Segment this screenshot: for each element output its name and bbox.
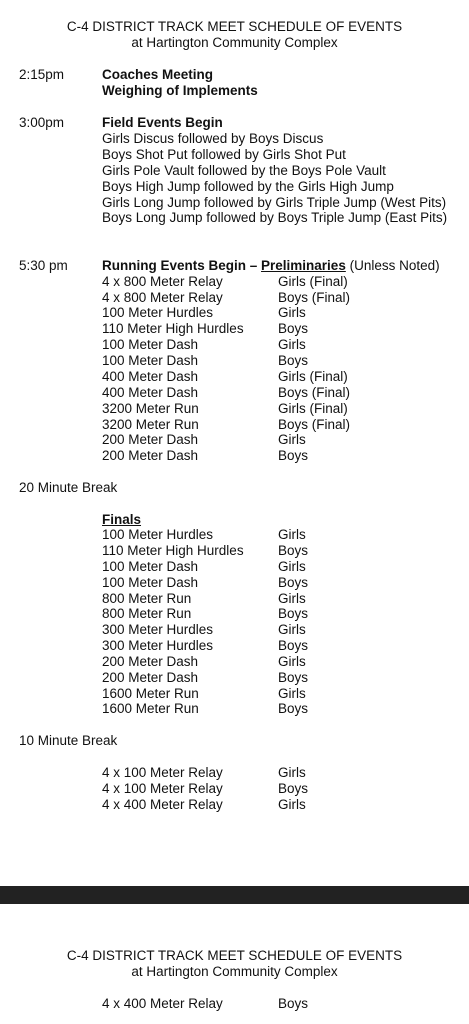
event-name: 4 x 100 Meter Relay	[102, 781, 223, 796]
running-events-heading	[102, 258, 440, 274]
field-event-line: Boys High Jump followed by the Girls High Jump	[102, 179, 394, 194]
event-group: Girls	[278, 305, 306, 320]
event-name: 300 Meter Hurdles	[102, 622, 214, 637]
event-group: Boys (Final)	[278, 290, 351, 305]
event-name: 200 Meter Dash	[102, 448, 199, 463]
event-name: 100 Meter Dash	[102, 575, 199, 590]
event-group: Boys	[278, 996, 309, 1011]
unless-noted-label: (Unless Noted)	[349, 258, 440, 273]
event-group: Boys	[278, 543, 309, 558]
break-label: 20 Minute Break	[19, 480, 118, 495]
event-name: 4 x 100 Meter Relay	[102, 765, 223, 780]
event-name: 4 x 400 Meter Relay	[102, 996, 223, 1011]
running-heading-main: Running Events Begin –	[102, 258, 258, 273]
event-group: Boys	[278, 353, 309, 368]
field-events-heading: Field Events Begin	[102, 115, 223, 130]
event-name: 100 Meter Dash	[102, 353, 199, 368]
event-group: Boys (Final)	[278, 385, 351, 400]
event-group: Girls (Final)	[278, 401, 348, 416]
event-group: Girls	[278, 797, 306, 812]
event-group: Boys	[278, 575, 309, 590]
event-name: 100 Meter Hurdles	[102, 305, 214, 320]
event-name: 4 x 400 Meter Relay	[102, 797, 223, 812]
break-label: 10 Minute Break	[19, 733, 118, 748]
field-event-line: Girls Discus followed by Boys Discus	[102, 131, 324, 146]
event-group: Boys	[278, 670, 309, 685]
event-group: Girls	[278, 686, 306, 701]
event-group: Boys	[278, 606, 309, 621]
event-group: Girls	[278, 527, 306, 542]
event-name: 110 Meter High Hurdles	[102, 321, 244, 336]
time-label: 5:30 pm	[19, 258, 68, 273]
event-group: Girls (Final)	[278, 369, 348, 384]
event-name: 800 Meter Run	[102, 591, 192, 606]
field-event-line: Girls Long Jump followed by Girls Triple Jump (West Pits)	[102, 195, 447, 210]
field-event-line: Girls Pole Vault followed by the Boys Pole Vault	[102, 163, 386, 178]
event-group: Girls	[278, 432, 306, 447]
event-group: Boys (Final)	[278, 417, 351, 432]
event-group: Girls	[278, 654, 306, 669]
event-group: Girls	[278, 622, 306, 637]
event-name: 300 Meter Hurdles	[102, 638, 214, 653]
coaches-meeting-label: Coaches Meeting	[102, 67, 214, 82]
event-group: Boys	[278, 781, 309, 796]
venue-subtitle: at Hartington Community Complex	[131, 964, 338, 979]
event-group: Boys	[278, 321, 309, 336]
schedule-title: C-4 DISTRICT TRACK MEET SCHEDULE OF EVENTS	[66, 19, 403, 34]
event-name: 3200 Meter Run	[102, 417, 199, 432]
event-name: 100 Meter Dash	[102, 337, 199, 352]
event-name: 200 Meter Dash	[102, 432, 199, 447]
event-group: Boys	[278, 638, 309, 653]
event-name: 110 Meter High Hurdles	[102, 543, 244, 558]
event-group: Girls	[278, 591, 306, 606]
time-label: 3:00pm	[19, 115, 65, 130]
weighing-label: Weighing of Implements	[102, 83, 258, 98]
event-name: 200 Meter Dash	[102, 654, 199, 669]
venue-subtitle: at Hartington Community Complex	[131, 35, 338, 50]
finals-heading: Finals	[102, 512, 142, 527]
preliminaries-label: Preliminaries	[261, 258, 346, 273]
event-group: Girls	[278, 337, 306, 352]
event-name: 100 Meter Dash	[102, 559, 199, 574]
event-group: Boys	[278, 448, 309, 463]
event-group: Boys	[278, 701, 309, 716]
event-group: Girls	[278, 559, 306, 574]
schedule-title: C-4 DISTRICT TRACK MEET SCHEDULE OF EVENTS	[66, 948, 403, 963]
event-group: Girls	[278, 765, 306, 780]
event-name: 1600 Meter Run	[102, 701, 199, 716]
time-label: 2:15pm	[19, 67, 65, 82]
event-name: 400 Meter Dash	[102, 369, 199, 384]
field-event-line: Boys Shot Put followed by Girls Shot Put	[102, 147, 346, 162]
event-name: 4 x 800 Meter Relay	[102, 274, 223, 289]
event-name: 800 Meter Run	[102, 606, 192, 621]
event-name: 3200 Meter Run	[102, 401, 199, 416]
page-divider	[0, 886, 469, 904]
event-name: 400 Meter Dash	[102, 385, 199, 400]
event-name: 4 x 800 Meter Relay	[102, 290, 223, 305]
event-name: 100 Meter Hurdles	[102, 527, 214, 542]
event-group: Girls (Final)	[278, 274, 348, 289]
event-name: 1600 Meter Run	[102, 686, 199, 701]
field-event-line: Boys Long Jump followed by Boys Triple Jump (East Pits)	[102, 210, 448, 225]
event-name: 200 Meter Dash	[102, 670, 199, 685]
